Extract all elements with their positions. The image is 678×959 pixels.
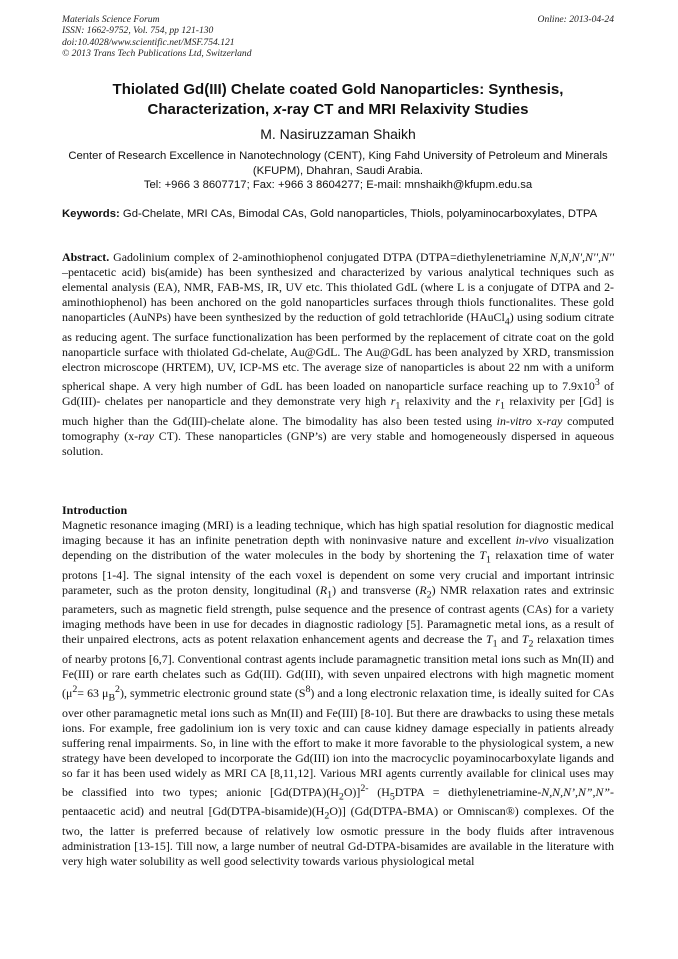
superscript: 8 (305, 684, 311, 696)
section-heading-introduction: Introduction (62, 503, 128, 517)
body-text: relaxation times of nearby protons [6,7]. Conventional contrast agents include paramagnetic transition metal ions such as Mn(II) and Fe(III) or rare earth chelates such as Gd(III). Gd(III), with seven unpaired electrons with high magnetic moment (μ (62, 632, 614, 701)
abstract-text: N,N,N',N'',N'' (549, 250, 614, 264)
body-text: relaxation time of water protons [1-4]. The signal intensity of the each voxel is dependent on some very crucial and important intrinsic parameter, such as the proton density, longitudinal ( (62, 548, 615, 597)
title-part: -ray CT and MRI Relaxivity Studies (281, 101, 529, 118)
subscript: 1 (500, 400, 505, 412)
body-text: O)] (343, 784, 361, 799)
body-text: = 63 μ (77, 686, 109, 701)
paper-title (62, 80, 614, 120)
symbol-r1: R (319, 582, 328, 597)
body-text: ), symmetric electronic ground state (S (120, 686, 306, 701)
journal-header (62, 14, 614, 60)
abstract-italic: in-vitro (496, 413, 532, 428)
body-text: visualization depending on the distribution of the water molecules in the body by shortening the (62, 533, 615, 563)
keywords-text: Gd-Chelate, MRI CAs, Bimodal CAs, Gold nanoparticles, Thiols, polyaminocarboxylates, DTPA (122, 208, 598, 220)
body-text: -pentaacetic acid) and neutral [Gd(DTPA-bisamide)(H (62, 784, 614, 819)
superscript: 2 (115, 684, 120, 696)
author-name: M. Nasiruzzaman Shaikh (260, 126, 416, 142)
title-x: x (273, 101, 282, 118)
title-line-2 (62, 100, 614, 120)
doi-line: doi:10.4028/www.scientific.net/MSF.754.121 (62, 36, 235, 48)
affiliation (62, 149, 614, 193)
subscript: B (108, 692, 116, 704)
subscript: 1 (395, 400, 401, 412)
subscript: 5 (389, 791, 395, 803)
symbol-r1: r (390, 394, 396, 409)
body-italic: in-vivo (515, 533, 549, 548)
symbol-r2: R (419, 582, 427, 597)
abstract-text: ) using sodium citrate as reducing agent. The surface functionalization has been performed by the replacement of citrate coat on the gold nanoparticle surface with thiolated Gd-chelate, Au@GdL. The Au@GdL has been analyzed by XRD, transmission electron microscope (HRTEM), UV, ICP-MS etc. The average size of nanoparticles is about 22 nm with a uniform spherical shape. A very high number of GdL has been loaded on nanoparticle surface reaching up to 7.9x10 (62, 310, 614, 394)
contact-line: Tel: +966 3 8607717; Fax: +966 3 8604277; E-mail: mnshaikh@kfupm.edu.sa (143, 179, 533, 192)
symbol-t1: T (485, 632, 493, 647)
body-text: (H (368, 784, 390, 799)
body-text: Magnetic resonance imaging (MRI) is a leading technique, which has high spatial resolution for diagnostic medical imaging because it has an infinite penetration depth with noninvasive nature and excellent (62, 518, 614, 548)
subscript: 2 (426, 589, 432, 601)
abstract-italic: ray (546, 413, 563, 428)
superscript: 3 (594, 377, 600, 389)
abstract-text: –pentacetic acid) bis(amide) has been synthesized and characterized by various analytical techniques such as elemental analysis (EA), NMR, FAB-MS, IR, UV etc. This thiolated GdL (where L is a conjugate of DTPA and 2-aminothiophenol) has been anchored on the gold nanoparticles surfaces through thiols functionalites. These gold nanoparticles (AuNPs) have been synthesized by the reduction of gold tetrachloride (HAuCl (62, 265, 614, 325)
abstract-label: Abstract. (62, 250, 110, 264)
body-text: ) NMR relaxation rates and extrinsic parameters, such as magnetic field strength, pulse sequence and the presence of contrast agents (CAs) for a variety imaging methods have been in use for decades in diagnostic radiology [5]. Paramagnetic metal ions, as a result of their unpaired electrons, acts as potent relaxation enhancement agents and decrease the (62, 582, 614, 647)
abstract-text: relaxivity per [Gd] is much higher than the Gd(III)-chelate alone. The bimodality has also been tested using (62, 394, 614, 428)
abstract-text: relaxivity and the (400, 394, 496, 409)
subscript: 1 (492, 638, 498, 650)
journal-name: Materials Science Forum (62, 14, 160, 25)
subscript: 1 (327, 589, 333, 601)
subscript: 2 (338, 791, 344, 803)
introduction-body (62, 518, 614, 869)
copyright-line: © 2013 Trans Tech Publications Ltd, Switzerland (62, 48, 252, 60)
subscript: 2 (528, 638, 534, 650)
abstract-italic: ray (138, 428, 154, 443)
superscript: 2 (72, 684, 78, 696)
symbol-t2: T (521, 632, 529, 647)
abstract (62, 250, 614, 459)
subscript: 4 (504, 316, 510, 328)
body-italic: N,N,N’,N”,N” (541, 784, 611, 799)
body-text: DTPA = diethylenetriamine- (394, 784, 542, 799)
abstract-text: of Gd(III)- chelates per nanoparticle and they demonstrate very high (62, 379, 614, 409)
keywords (62, 207, 614, 222)
subscript: 2 (324, 810, 330, 822)
superscript: 2- (360, 782, 369, 794)
symbol-t1: T (479, 548, 486, 563)
title-part: Characterization, (147, 101, 274, 118)
title-line-1: Thiolated Gd(III) Chelate coated Gold Nanoparticles: Synthesis, (112, 81, 564, 98)
online-date: Online: 2013-04-24 (537, 14, 614, 25)
abstract-text: computed tomography (x- (62, 413, 614, 443)
symbol-r1: r (495, 394, 501, 409)
body-text: O)] (Gd(DTPA-BMA) or Omniscan®) complexes. Of the two, the latter is preferred because of relatively low osmotic pressure in the body fluids after intravenous administration [13-15]. Till now, a large number of neutral Gd-DTPA-bisamides are available in the literature with very high water solubility as well good selectivity towards various physiological metal (62, 804, 614, 869)
body-text: and (497, 632, 522, 647)
body-text: ) and a long electronic relaxation time, is ideally suited for CAs over other paramagnetic metal ions such as Mn(II) and Fe(III) [8-10]. But there are drawbacks to using these metals ions. For example, free gadolinium ion is very toxic and can cause kidney damage especially in patients already suffering renal impairments. So, in line with the effort to make it more favorable to the physiological system, a new strategy have been developed to incorporate the Gd(III) ion into the macrocyclic poyaminocarboxylate ligands and so far it has been used widely as MRI CA [8,11,12]. Various MRI agents currently available for clinical uses may be classified into two types; anionic [Gd(DTPA)(H (62, 686, 614, 799)
body-text: ) and transverse ( (332, 582, 420, 597)
abstract-text: CT). These nanoparticles (GNP’s) are very stable and homogeneously dispersed in aqueous solution. (62, 428, 614, 458)
issn-line: ISSN: 1662-9752, Vol. 754, pp 121-130 (62, 25, 214, 37)
abstract-text: x- (531, 413, 547, 428)
keywords-label: Keywords: (62, 208, 120, 220)
abstract-text: Gadolinium complex of 2-aminothiophenol conjugated DTPA (DTPA=diethylenetriamine (113, 250, 550, 264)
subscript: 1 (485, 554, 491, 566)
affiliation-text: Center of Research Excellence in Nanotechnology (CENT), King Fahd University of Petroleum and Minerals (KFUPM), Dhahran, Saudi Arabia. (68, 150, 608, 177)
